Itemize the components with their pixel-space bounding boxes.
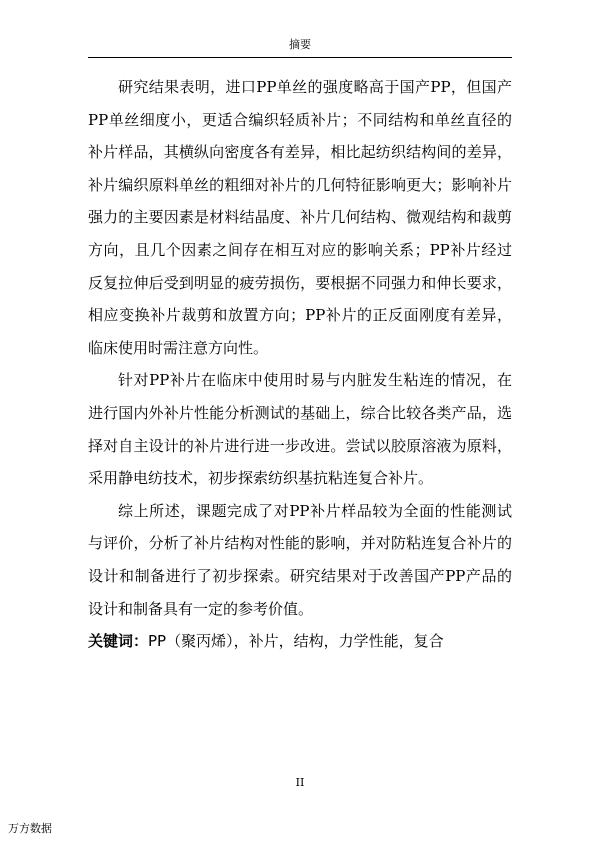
- running-header: 摘要: [289, 38, 311, 51]
- keywords-text: PP（聚丙烯），补片，结构，力学性能，复合: [148, 632, 444, 651]
- header-rule: [88, 57, 512, 58]
- paragraph-improvement: 针对PP补片在临床中使用时易与内脏发生粘连的情况，在进行国内外补片性能分析测试的基础上，综合比较各类产品，选择对自主设计的补片进行进一步改进。尝试以胶原溶液为原料，采用静电纺技术，初步探索纺织基抗粘连复合补片。: [88, 371, 512, 488]
- paragraph-results: 研究结果表明，进口PP单丝的强度略高于国产PP，但国产PP单丝细度小，更适合编织轻质补片；不同结构和单丝直径的补片样品，其横纵向密度各有差异，相比起纺织结构间的差异，补片编织原料单丝的粗细对补片的几何特征影响更大；影响补片强力的主要因素是材料结晶度、补片几何结构、微观结构和裁剪方向，且几个因素之间存在相互对应的影响关系；PP补片经过反复拉伸后受到明显的疲劳损伤，要根据不同强力和伸长要求，相应变换补片裁剪和放置方向；PP补片的正反面刚度有差异，临床使用时需注意方向性。: [88, 78, 512, 357]
- source-watermark: 万方数据: [8, 822, 52, 835]
- keywords-label: 关键词：: [88, 632, 149, 651]
- keywords-line: [88, 625, 512, 658]
- paragraph-conclusion: 综上所述，课题完成了对PP补片样品较为全面的性能测试与评价，分析了补片结构对性能的影响，并对防粘连复合补片的设计和制备进行了初步探索。研究结果对于改善国产PP产品的设计和制备具有一定的参考价值。: [88, 501, 512, 618]
- abstract-body: [88, 71, 512, 658]
- page-number: II: [295, 776, 305, 789]
